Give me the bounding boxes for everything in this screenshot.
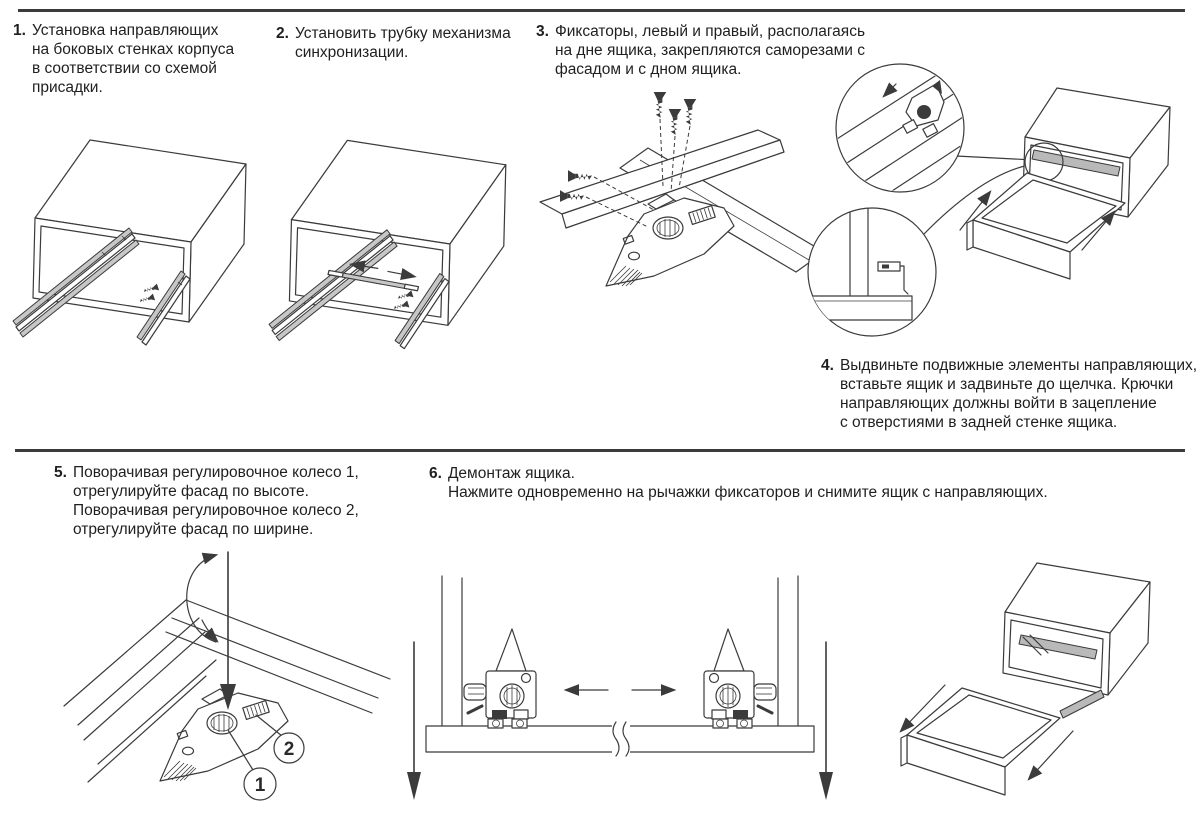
- top-rule: [18, 9, 1185, 12]
- step-2-text: [276, 24, 511, 62]
- screw-icon: [684, 99, 697, 125]
- step-text-line: направляющих должны войти в зацепление: [839, 395, 1157, 412]
- step-number: 2.: [276, 25, 289, 42]
- figure-step6-press-levers: [400, 546, 840, 810]
- screw-icon: [568, 170, 592, 182]
- step-number: 4.: [821, 357, 834, 374]
- step-text-line: отрегулируйте фасад по ширине.: [72, 521, 314, 538]
- step-number: 5.: [54, 464, 67, 481]
- step-1-text: [13, 21, 234, 97]
- section-divider-rule: [15, 449, 1185, 452]
- step-text-line: Выдвиньте подвижные элементы направляющих,: [839, 357, 1198, 374]
- step-3-text: [536, 22, 865, 79]
- step-number: 3.: [536, 23, 549, 40]
- callout-2-label: 2: [283, 739, 295, 760]
- figure-step1-cabinet-with-slides: [6, 124, 258, 356]
- detail-callout-latch: [826, 60, 988, 212]
- step-text-line: Фиксаторы, левый и правый, располагаясь: [554, 23, 866, 40]
- step-text-line: Установить трубку механизма: [294, 25, 511, 42]
- callout-leader: [956, 156, 1034, 160]
- step-text-line: Установка направляющих: [31, 22, 219, 39]
- drawer: [901, 688, 1060, 795]
- figure-step4-drawer-insertion: [820, 50, 1198, 350]
- figure-step3-fixator-with-screws: [532, 88, 824, 350]
- screw-icon: [654, 92, 667, 118]
- step-5-text: [54, 463, 359, 539]
- callout-1-label: 1: [254, 775, 266, 796]
- figure-step5-adjustment-wheels: [56, 538, 394, 816]
- step-number: 6.: [429, 465, 442, 482]
- step-text-line: на дне ящика, закрепляются саморезами с: [554, 42, 865, 59]
- step-text-line: синхронизации.: [294, 44, 409, 61]
- screw-icon: [669, 109, 682, 135]
- step-text-line: Поворачивая регулировочное колесо 2,: [72, 502, 359, 519]
- extended-slide: [1060, 690, 1104, 718]
- figure-step6-drawer-removal: [845, 543, 1197, 809]
- step-text-line: Демонтаж ящика.: [447, 465, 575, 482]
- step-4-text: [821, 356, 1197, 432]
- left-fixator: [464, 629, 536, 728]
- step-6-text: [429, 464, 1048, 502]
- step-text-line: присадки.: [31, 79, 103, 96]
- detail-callout-hook: [806, 202, 936, 336]
- step-text-line: в соответствии со схемой: [31, 60, 217, 77]
- step-text-line: вставьте ящик и задвиньте до щелчка. Крючки: [839, 376, 1174, 393]
- step-text-line: Нажмите одновременно на рычажки фиксаторов и снимите ящик с направляющих.: [447, 484, 1048, 501]
- figure-step2-cabinet-with-sync-tube: [262, 122, 518, 362]
- step-text-line: Поворачивая регулировочное колесо 1,: [72, 464, 359, 481]
- step-text-line: фасадом и с дном ящика.: [554, 61, 742, 78]
- fixator: [160, 689, 288, 781]
- step-text-line: отрегулируйте фасад по высоте.: [72, 483, 309, 500]
- right-fixator: [704, 629, 776, 728]
- step-number: 1.: [13, 22, 26, 39]
- step-text-line: на боковых стенках корпуса: [31, 41, 235, 58]
- step-text-line: с отверстиями в задней стенке ящика.: [839, 414, 1118, 431]
